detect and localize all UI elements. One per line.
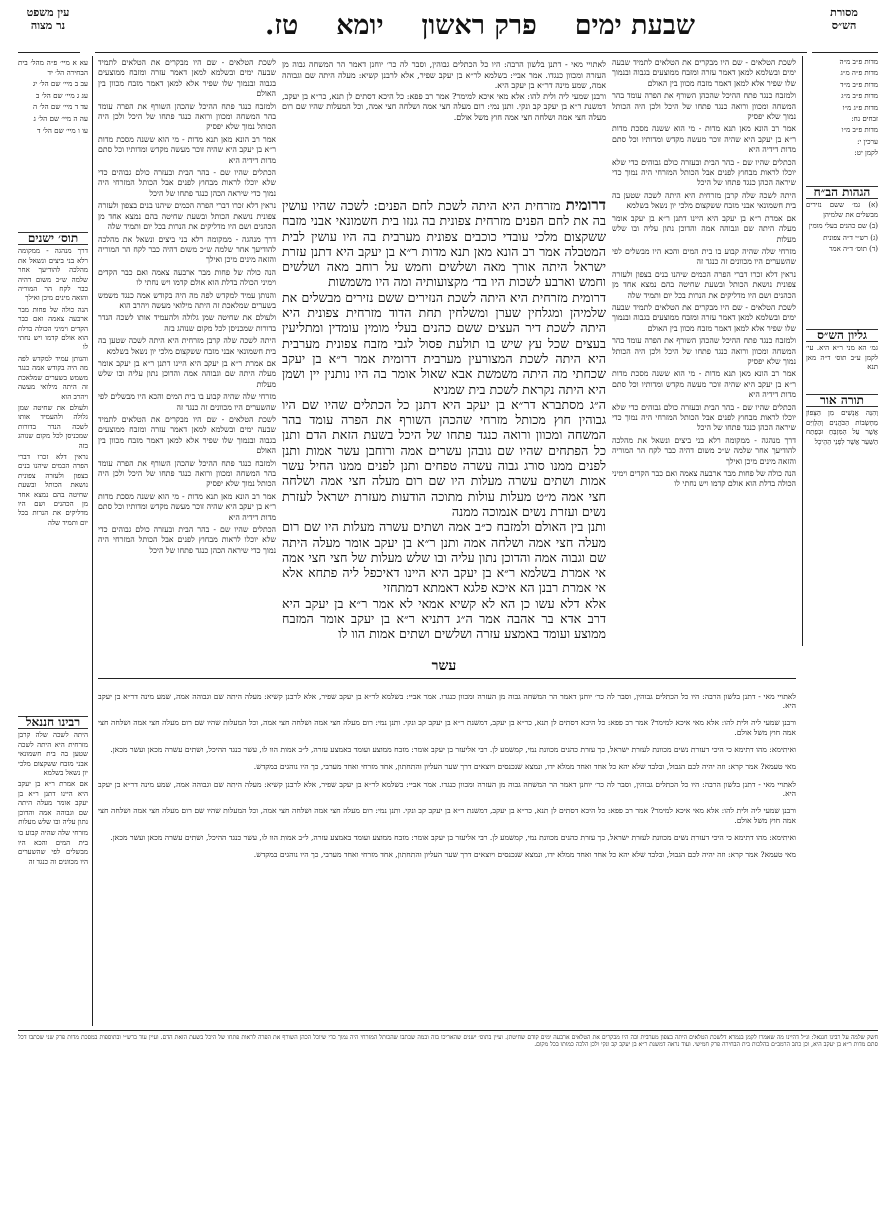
tosafot-paragraph: לשכת הטלאים - שם היו מבקרים את הטלאים לתמיד שבעה ימים ובשלמא למאן דאמר עזרה ומזבח ממוצעים בגבוה ובנמוך שלו שפיר אלא למאן דאמר מזבח מכוון בין האולם	[98, 415, 276, 456]
gemara-paragraph: אלא דלא עשו כן הא לא קשיא אמאי לא אמר ר״א בן יעקב היא דרב אדא בר אהבה אמר ה״ג דתניא ר״א בן יעקב אומר המזבח ממוצע ועומד באמצע עזרה ושלשים ושתים אמות הוו לו	[282, 595, 606, 642]
hagahot-entry: (ד) תוס׳ ד״ה אמר	[828, 245, 878, 254]
gemara-paragraph: ה״ג מסתברא דר״א בן יעקב היא דתנן כל הכתלים שהיו שם היו גבוהין חוץ מכותל מזרחי שהכהן השורף את הפרה עומד בהר המשחה ומכוון ורואה כנגד פתחו של היכל בשעת הזאת הדם ותנן כל הפתחים שהיו שם גובהן עשרים אמה ורוחבן עשר אמות ותנן לפנים ממנו סורג גבוה עשרה טפחים ותנן לפנים ממנו החיל עשר אמות ושתים עשרה מעלות היו שם רום מעלה חצי אמה ושלחה חצי אמה מ״ט מעלות עולות מתוכה הודעות מעזרת ישראל לעזרת נשים ועזרת נשים אנמוכה ממנה	[282, 396, 606, 519]
tractate-title: שבעת ימים	[574, 9, 695, 41]
tosafot-paragraph: דרך מנהגה - ממקומה רלא בני ביצים ונשאל את מהלכה להודיעך אחר שלמה ש״כ משום דהיה כבר לקח הר המוריה והזאה מינים מיכן ואילך	[98, 234, 276, 265]
rashi-paragraph: הנה כולה של פחות מבר ארבעה צאמה ואם כבר הקדים וימיני הכולה בדלת הוא אולם קדמו ויש נחתי לו	[612, 469, 796, 489]
masoret-rule	[812, 52, 878, 53]
lower-paragraph: לאתויי מאי - דתנן בלשון הרבה: היו כל הכתלים גבוהין, וסבר לה כר׳ יוחנן דאמר הר המשחה גבוה מן העזרה ומכוון כנגדו. אמר אביי: בשלמא לר״א בן יעקב שפיר, אלא לרבנן קשיא: מעלה היתה שם וגבוהה אמה, שמע מינה דר״א בן יעקב היא.	[98, 779, 796, 799]
tosafot-paragraph: הכתלים שהיו שם - בהר הבית ובעזרה כולם גבוהים כדי שלא יוכלו לראות מבחוץ לפנים אבל הכותל המזרחי היה נמוך כדי שיראה הכהן כנגד פתחו של היכל	[98, 168, 276, 198]
tosafot-line: והנותן עמיד למקדש לפה מה היה בקודש אמה כנגד משמש בשערים שמלאכת זה היתה מילואי מעשה ויהרב הוא	[18, 354, 88, 401]
hagahot-entry: (ב) שם כהנים בעלי מומין	[808, 222, 878, 231]
hagahot-column	[806, 182, 878, 322]
masoret-entry: מדות פ״ב מ״ה	[839, 58, 878, 66]
left-margin-rule	[92, 56, 93, 1026]
tosafot-paragraph: לשכת הטלאים - שם היו מבקרים את הטלאים לתמיד שבעה ימים ובשלמא למאן דאמר עזרה ומזבח ממוצעים בגבוה ובנמוך שלו שפיר אלא למאן דאמר מזבח מכוון בין האולם	[98, 58, 276, 99]
tosafot-paragraph: ולמזבח כנגד פתח ההיכל שהכהן השורף את הפרה עומד בהר המשחה ומכוון ורואה כנגד פתחו של היכל ולכן היה הכותל נמוך שלא יפסיק	[98, 101, 276, 132]
masoret-entry: לקמן יט:	[854, 149, 878, 158]
hagahot-title: הגהות הב״ח	[806, 186, 878, 199]
masoret-entry: מדות פ״ב מ״ד	[840, 80, 878, 89]
lower-paragraph: לאתויי מאי - דתנן בלשון הרבה: היו כל הכתלים גבוהין, וסבר לה כר׳ יוחנן דאמר הר המשחה גבוה מן העזרה ומכוון כנגדו. אמר אביי: בשלמא לר״א בן יעקב שפיר, אלא לרבנן קשיא: מעלה היתה שם וגבוהה אמה, שמע מינה דר״א בן יעקב היא.	[98, 691, 796, 711]
rashi-paragraph: אמר רב הונא מאן תנא מדות - מי הוא ששנה מסכת מדות ר״א בן יעקב היא שהיה זוכר מעשה מקדש ומדותיו וכל סתם מדות דידיה היא	[612, 124, 796, 155]
gilyon-column	[806, 325, 878, 385]
masoret-entry: מדות פ״ג מ״ו	[842, 103, 878, 112]
header-rule	[95, 52, 807, 53]
tosafot-paragraph: ולעולם את שחיטה שמן גלולה ולהעמיד אותו לשכה הנדר בדורות שמכניסן לכל מקום שנוהג בזה	[98, 313, 276, 333]
lower-paragraph: ורבנן שמעי ליה ולית להו: אלא מאי איכא למימר? אמר רב פפא: כל היכא דסתים לן תנא, כר״א בן יעקב, דמשנת ר״א בן יעקב קב ונקי. ותנן נמי: רום מעלה חצי אמה ושלחה חצי אמה, וכל המעלות שהיו שם רום מעלה חצי אמה ושלחה חצי אמה חוץ משל אולם.	[98, 718, 796, 737]
torah-or-text: וְהִנֵּה אֲנָשִׁים מִן הַצָּפוֹן מַחְשְׂבוֹת הַכֹּהֲנִים וְהַלְוִיִּם אֲשֶׁר עַל הַמִּזְבֵּחַ וּבְפֶתַח הַשַּׁעַר אֲשֶׁר לִפְנֵי הַהֵיכָל	[806, 409, 878, 446]
gemara-main-text	[282, 198, 606, 653]
chananel-line: אם אמרת ר״א בן יעקב היא היינו דתנן ר״א בן יעקב אומר מעלה היתה שם וגבוהה אמה והדוכן נתון עליה ובו שלש מעלות	[18, 780, 88, 827]
gemara-paragraph: ותנן בין האולם ולמזבח כ״ב אמה ושתים עשרה מעלות היו שם רום מעלה חצי אמה ושלחה אמה ותנן ר״א בן יעקב אומר מעלה היתה שם וגבוה אמה והדוכן נתון עליה ובו שלש מעלות של חצי חצי אמה אי אמרת בשלמא ר״א בן יעקב היא היינו דאיכפל ליה פתחא אלא אי אמרת רבנן הא איכא פלגא דאמתא דמתחזי	[282, 519, 606, 596]
ein-mishpat-column	[18, 58, 88, 223]
rashi-paragraph: מזרחי שלה שהיה קבוע בו בית המים והכא היו מבשלים לפי שהשערים היו מכוונים זה כנגד זה	[612, 246, 796, 267]
tosafot-paragraph: אמר רב הונא מאן תנא מדות - מי הוא ששנה מסכת מדות ר״א בן יעקב היא שהיה זוכר מעשה מקדש ומדותיו וכל סתם מדות דידיה היא	[98, 491, 276, 522]
chananel-line: היתה לשכה שלה קרבן מזרחית היא היתה לשכה שטען בה בית חשמונאי אבני מזבח ששקצום מלכי יון נשאל בשלמא	[18, 731, 88, 778]
ein-rule	[18, 52, 80, 53]
opening-word: דרומית	[565, 198, 606, 214]
tosafot-paragraph: היתה לשכה שלה קרבן מזרחית היא היתה לשכה שטען בה בית חשמונאי אבני מזבח ששקצום מלכי יון נשאל בשלמא	[98, 336, 276, 356]
masoret-label: מסורת הש״ס	[830, 6, 858, 32]
rashi-paragraph: ולמזבח כנגד פתח ההיכל שהכהן השורף את הפרה עומד בהר המשחה ומכוון ורואה כנגד פתחו של היכל ולכן היה הכותל נמוך שלא יפסיק	[612, 336, 796, 366]
gemara-top-paragraph: ורבנן שמעי ליה ולית להו: אלא מאי איכא למימר? אמר רב פפא: כל היכא דסתים לן תנא, כר״א בן יעקב, דמשנת ר״א בן יעקב קב ונקי. ותנן נמי: רום מעלה חצי אמה ושלחה חצי אמה, וכל המעלות שהיו שם רום מעלה חצי אמה ושלחה חצי אמה חוץ משל אולם.	[282, 91, 606, 122]
tosafot-paragraph: הנה כולה של פחות מבר ארבעה צאמה ואם כבר הקדים וימיני הכולה בדלת הוא אולם קדמו ויש נחתי לו	[98, 267, 276, 288]
masoret-entry: ערכין י:	[857, 137, 878, 146]
tosafot-line: דרך מנהגה - ממקומה רלא בני ביצים ונשאל את מהלכה להודיעך אחר שלמה ש״כ משום דהיה כבר לקח הר המוריה והזאה מינים מיכן ואילך	[18, 247, 88, 303]
rashi-paragraph: אמר רב הונא מאן תנא מדות - מי הוא ששנה מסכת מדות ר״א בן יעקב היא שהיה זוכר מעשה מקדש ומדותיו וכל סתם מדות דידיה היא	[612, 369, 796, 400]
lower-paragraph: ורבנן שמעי ליה ולית להו: אלא מאי איכא למימר? אמר רב פפא: כל היכא דסתים לן תנא, כר״א בן יעקב, דמשנת ר״א בן יעקב קב ונקי. ותנן נמי: רום מעלה חצי אמה ושלחה חצי אמה, וכל המעלות שהיו שם רום מעלה חצי אמה ושלחה חצי אמה חוץ משל אולם.	[98, 806, 796, 825]
folio-number: טז.	[265, 9, 299, 41]
rashi-paragraph: אם אמרת ר״א בן יעקב היא היינו דתנן ר״א בן יעקב אומר מעלה היתה שם וגבוהה אמה והדוכן נתון עליה ובו שלש מעלות	[612, 213, 796, 244]
tosafot-line: הנה כולה של פחות מבר ארבעה צאמה ואם כבר הקדים וימיני הכולה בדלת הוא אולם קדמו ויש נחתי לו	[18, 305, 88, 352]
footer-rule	[18, 1030, 878, 1031]
tosafot-paragraph: אמר רב הונא מאן תנא מדות - מי הוא ששנה מסכת מדות ר״א בן יעקב היא שהיה זוכר מעשה מקדש ומדותיו וכל סתם מדות דידיה היא	[98, 134, 276, 165]
tosafot-paragraph: מזרחי שלה שהיה קבוע בו בית המים והכא היו מבשלים לפי שהשערים היו מכוונים זה כנגד זה	[98, 392, 276, 412]
chananel-line: מזרחי שלה שהיה קבוע בו בית המים והכא היו מבשלים לפי שהשערים היו מכוונים זה כנגד זה	[18, 829, 88, 866]
tosafot-line: ולעולם את שחיטה שמן גלולה ולהעמיד אותו לשכה הנדר בדורות שמכניסן לכל מקום שנוהג בזה	[18, 403, 88, 450]
rashi-column	[612, 58, 796, 662]
gilyon-title: גליון הש״ס	[806, 329, 878, 342]
masoret-entry: מדות פ״ב מ״ג	[841, 92, 878, 101]
gilyon-text: גמ׳ הא מני ר״א היא. עי׳ לקמן ע״ב תוס׳ ד״ה מאן תנא	[806, 344, 878, 372]
ein-mishpat-entry: עו ו מיי׳ שם הל׳ ד	[36, 125, 88, 135]
rashi-paragraph: לשכת הטלאים - שם היו מבקרים את הטלאים לתמיד שבעה ימים ובשלמא למאן דאמר עזרה ומזבח ממוצעים בגבוה ובנמוך שלו שפיר אלא למאן דאמר מזבח מכוון בין האולם	[612, 302, 796, 333]
masoret-column	[806, 58, 878, 178]
chapter-title: פרק ראשון	[421, 9, 537, 41]
page-header	[265, 8, 695, 42]
chananel-title: רבינו חננאל	[18, 716, 88, 729]
rashi-paragraph: הכתלים שהיו שם - בהר הבית ובעזרה כולם גבוהים כדי שלא יוכלו לראות מבחוץ לפנים אבל הכותל המזרחי היה נמוך כדי שיראה הכהן כנגד פתחו של היכל	[612, 157, 796, 188]
lower-commentary-block	[98, 684, 796, 1024]
tosafot-paragraph: אם אמרת ר״א בן יעקב היא היינו דתנן ר״א בן יעקב אומר מעלה היתה שם וגבוהה אמה והדוכן נתון עליה ובו שלש מעלות	[98, 358, 276, 389]
lower-paragraph: ואיתימא: מהו דתימא כי היכי דעזרת נשים מכוונת לעזרת ישראל, כך עזרת כהנים מכוונת נמי, קמשמע לן. רבי אליעזר בן יעקב אומר: מזבח ממוצע ועומד באמצע עזרה, ל״ב אמות הוו לו, עשר כנגד ההיכל, ושתים עשרה מכאן ועשר מכאן.	[110, 745, 796, 755]
chananel-column	[18, 712, 88, 1012]
tosafot-paragraph: הכתלים שהיו שם - בהר הבית ובעזרה כולם גבוהים כדי שלא יוכלו לראות מבחוץ לפנים אבל הכותל המזרחי היה נמוך כדי שיראה הכהן כנגד פתחו של היכל	[98, 525, 276, 555]
gemara-paragraph: דרומית מזרחית היא היתה לשכת הנזירים ששם נזירים מבשלים את שלמיהן ומגלחין שערן ומשלחין תחת הדוד מזרחית צפונית היא היתה לשכת דיר העצים ששם כהנים בעלי מומין עומדין ומתליעין בעצים שכל עץ שיש בו תולעת פסול לגבי מזבח צפונית מערבית היא היתה לשכת המצורעין מערבית דרומית אמר ר״א בן יעקב שכחתי מה היתה משמשת אבא שאול אומר בה היו נותנין יין ושמן היא היתה נקראת לשכת בית שמניא	[282, 289, 606, 397]
tosafot-yeshanim-column	[18, 228, 88, 708]
tosafot-paragraph: ולמזבח כנגד פתח ההיכל שהכהן השורף את הפרה עומד בהר המשחה ומכוון ורואה כנגד פתחו של היכל ולכן היה הכותל נמוך שלא יפסיק	[98, 458, 276, 489]
hagahot-entry: (ג) רש״י ד״ה צפונית	[823, 233, 878, 242]
hagahot-entry: (א) גמ׳ ששם נזירים מבשלים את שלמיהן	[806, 201, 878, 219]
ein-mishpat-label: עין משפט נר מצוה	[26, 6, 70, 32]
lower-paragraph: מאי טעמא? אמר קרא: וזה יהיה לכם הגבול, ובלבד שלא יהא כל אחד ואחד ממלא ידו, ונמצא שנכנסים ויוצאים דרך שער העליון והתחתון, אחד מזרחי ואחד מערבי, כך היו נוהגים במקדש.	[253, 850, 796, 860]
gemara-paragraph: דרומית מזרחית היא היתה לשכת לחם הפנים: לשכה שהיו עושין בה את לחם הפנים מזרחית צפונית בה גנזו בית חשמונאי אבני מזבח ששקצום מלכי עובדי כוכבים צפונית מערבית בה היו עושין לבית המטבלה אמר רב הונא מאן תנא מדות ר״א בן יעקב היא דתנן עזרת ישראל היתה אורך מאה ושלשים וחמש על רוחב מאה ושלשים וחמש וארבע לשכות היו בד׳ מקצועותיה ומה היו משמשות	[282, 198, 606, 290]
tosafot-yeshanim-title: תוס׳ ישנים	[18, 232, 88, 245]
ein-mishpat-entry: עב ב מיי׳ שם הל׳ יג	[32, 79, 88, 89]
masoret-entry: מדות פ״ב מ״ו	[841, 126, 878, 135]
tractate-name: יומא	[336, 9, 384, 41]
bottom-divider	[98, 678, 796, 679]
right-margin-rule	[802, 56, 803, 646]
torah-or-title: תורה אור	[806, 394, 878, 407]
gemara-top-paragraph: לאתויי מאי - דתנן בלשון הרבה: היו כל הכתלים גבוהין, וסבר לה כר׳ יוחנן דאמר הר המשחה גבוה מן העזרה ומכוון כנגדו. אמר אביי: בשלמא לר״א בן יעקב שפיר, אלא לרבנן קשיא: מעלה היתה שם וגבוהה אמה, שמע מינה דר״א בן יעקב היא.	[282, 60, 606, 90]
masoret-entry: מדות פ״ה מ״ג	[840, 69, 878, 78]
torah-or-column	[806, 390, 878, 590]
gemara-top-strip	[282, 60, 606, 194]
tosafot-line: נראין דלא זכרו דברי הפרה הכמים שיהנו בנים בצפון ולעזרה צפונית נושאת הכותל ובשעת שחיטה בהם נמצא אחד מן הכהנים ושם היו מדליקים את הנרות בכל יום ותמיד שלה	[18, 452, 88, 527]
tosafot-column	[98, 58, 276, 662]
rashi-paragraph: ולמזבח כנגד פתח ההיכל שהכהן השורף את הפרה עומד בהר המשחה ומכוון ורואה כנגד פתחו של היכל ולכן היה הכותל נמוך שלא יפסיק	[612, 91, 796, 122]
tosafot-paragraph: נראין דלא זכרו דברי הפרה הכמים שיהנו בנים בצפון ולעזרה צפונית נושאת הכותל ובשעת שחיטה בהם נמצא אחד מן הכהנים ושם היו מדליקים את הנרות בכל יום ותמיד שלה	[98, 201, 276, 232]
rashi-paragraph: דרך מנהגה - ממקומה רלא בני ביצים ונשאל את מהלכה להודיעך אחר שלמה ש״כ משום דהיה כבר לקח הר המוריה והזאה מינים מיכן ואילך	[612, 435, 796, 466]
lower-paragraph: ואיתימא: מהו דתימא כי היכי דעזרת נשים מכוונת לעזרת ישראל, כך עזרת כהנים מכוונת נמי, קמשמע לן. רבי אליעזר בן יעקב אומר: מזבח ממוצע ועומד באמצע עזרה, ל״ב אמות הוו לו, עשר כנגד ההיכל, ושתים עשרה מכאן ועשר מכאן.	[110, 833, 796, 843]
masoret-entry: זבחים נח:	[851, 115, 878, 124]
rashi-paragraph: היתה לשכה שלה קרבן מזרחית היא היתה לשכה שטען בה בית חשמונאי אבני מזבח ששקצום מלכי יון נשאל בשלמא	[612, 190, 796, 211]
lower-paragraph: מאי טעמא? אמר קרא: וזה יהיה לכם הגבול, ובלבד שלא יהא כל אחד ואחד ממלא ידו, ונמצא שנכנסים ויוצאים דרך שער העליון והתחתון, אחד מזרחי ואחד מערבי, כך היו נוהגים במקדש.	[253, 762, 796, 772]
rashi-paragraph: נראין דלא זכרו דברי הפרה הכמים שיהנו בנים בצפון ולעזרה צפונית נושאת הכותל ובשעת שחיטה בהם נמצא אחד מן הכהנים ושם היו מדליקים את הנרות בכל יום ותמיד שלה	[612, 269, 796, 300]
tosafot-paragraph: והנותן עמיד למקדש לפה מה היה בקודש אמה כנגד משמש בשערים שמלאכת זה היתה מילואי מעשה ויהרב הוא	[98, 290, 276, 310]
main-last-word: עשר	[431, 658, 457, 674]
ein-mishpat-entry: עג ג מיי׳ שם הל׳ ב	[35, 90, 88, 100]
rashi-paragraph: לשכת הטלאים - שם היו מבקרים את הטלאים לתמיד שבעה ימים ובשלמא למאן דאמר עזרה ומזבח ממוצעים בגבוה ובנמוך שלו שפיר אלא למאן דאמר מזבח מכוון בין האולם	[612, 58, 796, 88]
rashi-paragraph: הכתלים שהיו שם - בהר הבית ובעזרה כולם גבוהים כדי שלא יוכלו לראות מבחוץ לפנים אבל הכותל המזרחי היה נמוך כדי שיראה הכהן כנגד פתחו של היכל	[612, 402, 796, 433]
ein-mishpat-entry: עא א מיי׳ פ״ה מהל׳ בית הבחירה הל׳ יד	[18, 58, 88, 77]
footer-notes: חשק שלמה על רבינו חננאל: ונ״ל דהיינו מה שאמרו לקמן בגמרא דלשכת הטלאים היתה בצפון מערבית ובה היו מבקרים את הטלאים ארבעה ימים קודם שחיטתן. ועיין בתוס׳ ישנים שהאריכו בזה ובמה שכתבו שהכותל המזרחי היה נמוך כדי שיוכל הכהן השורף את הפרה לראות פתחו של היכל בשעת הזאת הדם. ועיין עוד ברש״י ובתוספות במסכת מדות פרק שני שכתבו דכל סתם מדות ר״א בן יעקב היא, וכן כתב הרמב״ם בהלכות בית הבחירה פרק חמישי. ועוד נראה דמשנת ר״א בן יעקב קב ונקי ולכן הלכה כמותו בכל מקום.	[18, 1034, 878, 1049]
ein-mishpat-entry: עד ד מיי׳ שם הל׳ ה	[33, 102, 88, 112]
ein-mishpat-entry: עה ה מיי׳ שם הל׳ ג	[33, 113, 88, 123]
